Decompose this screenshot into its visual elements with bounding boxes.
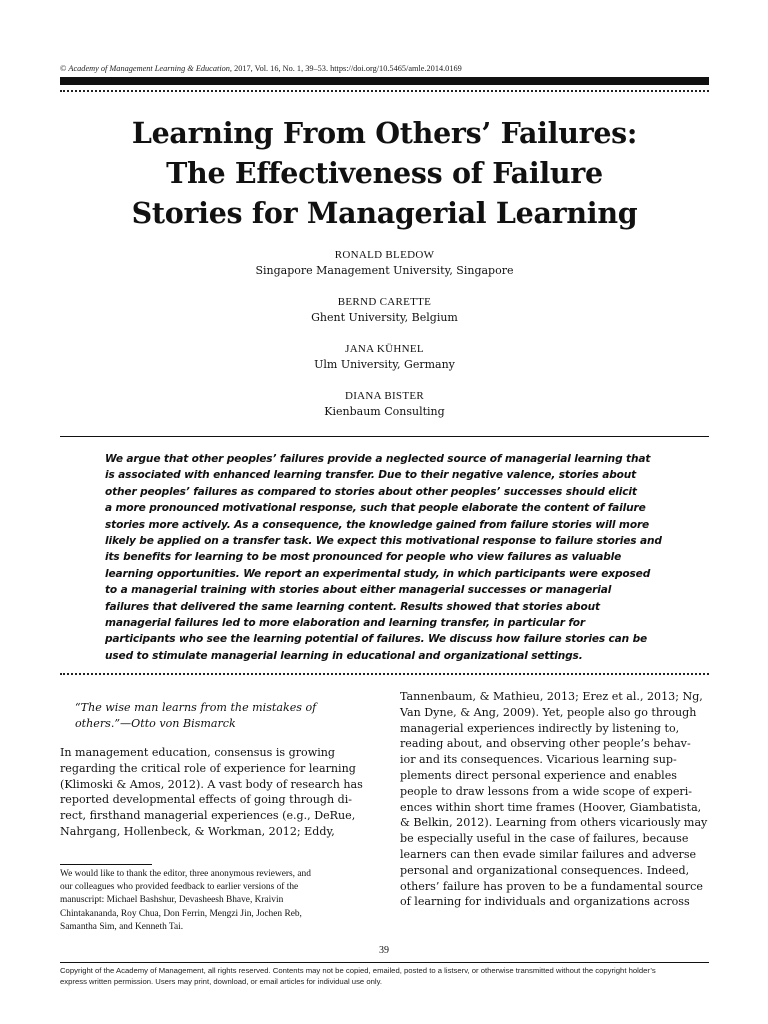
- abstract-line: likely be applied on a transfer task. We expect this motivational response to failure stories and: [105, 535, 662, 548]
- epigraph: [75, 700, 365, 732]
- article-title: [60, 113, 709, 233]
- citation-details: , 2017, Vol. 16, No. 1, 39–53. https://doi.org/10.5465/amle.2014.0169: [229, 64, 462, 73]
- abstract-line: We argue that other peoples’ failures provide a neglected source of managerial learning that: [105, 453, 651, 465]
- body-text-left-column: [60, 745, 367, 840]
- author-affiliation: Singapore Management University, Singapore: [255, 264, 514, 277]
- body-line: & Belkin, 2012). Learning from others vicariously may: [400, 816, 708, 830]
- author-block: [60, 248, 709, 295]
- abstract-line: a more pronounced motivational response, such that people elaborate the content of failure: [105, 502, 646, 515]
- author-affiliation: Ghent University, Belgium: [311, 311, 458, 324]
- body-line: reading about, and observing other people’s behav-: [400, 737, 691, 751]
- body-line: others’ failure has proven to be a fundamental source: [400, 879, 703, 893]
- body-line: people to draw lessons from a wide scope of experi-: [400, 784, 693, 798]
- footnote-line: Chintakananda, Roy Chua, Don Ferrin, Mengzi Jin, Jochen Reb,: [60, 908, 302, 919]
- abstract-line: managerial failures led to more elaboration and learning transfer, in particular for: [105, 617, 586, 630]
- body-line: learners can then evade similar failures and adverse: [400, 847, 697, 861]
- title-line: The Effectiveness of Failure: [166, 156, 603, 190]
- footnote-line: manuscript: Michael Bashshur, Devasheesh Bhave, Kraivin: [60, 895, 284, 906]
- abstract-line: is associated with enhanced learning transfer. Due to their negative valence, stories about: [105, 469, 637, 482]
- journal-name: Academy of Management Learning & Education: [68, 64, 230, 73]
- author-block: [60, 342, 709, 389]
- title-line: Learning From Others’ Failures:: [131, 116, 638, 150]
- copyright-line: express written permission. Users may print, download, or email articles for individual use only.: [60, 976, 383, 986]
- author-name: DIANA BISTER: [344, 390, 425, 402]
- body-line: (Klimoski & Amos, 2012). A vast body of research has: [60, 777, 363, 791]
- author-affiliation: Ulm University, Germany: [314, 358, 455, 371]
- author-list: [60, 248, 709, 436]
- page-number: 39: [379, 945, 389, 956]
- body-line: managerial experiences indirectly by listening to,: [400, 721, 680, 735]
- copyright-notice: [60, 966, 712, 987]
- body-line: regarding the critical role of experience for learning: [60, 761, 356, 775]
- header-rule-thick: [60, 77, 709, 85]
- epigraph-line: “The wise man learns from the mistakes of: [75, 701, 317, 714]
- abstract-line: other peoples’ failures as compared to stories about other peoples’ successes should elicit: [105, 485, 637, 498]
- acknowledgment-footnote: [60, 868, 370, 934]
- copyright-line: Copyright of the Academy of Management, all rights reserved. Contents may not be copied, emailed, posted to a listserv, or otherwise transmitted without the copyright holder’s: [60, 966, 656, 975]
- abstract-line: failures that delivered the same learning content. Results showed that stories about: [105, 600, 600, 613]
- body-line: Tannenbaum, & Mathieu, 2013; Erez et al., 2013; Ng,: [400, 690, 703, 703]
- author-affiliation: Kienbaum Consulting: [324, 405, 445, 418]
- body-line: of learning for individuals and organizations across: [400, 895, 690, 909]
- abstract: [105, 451, 665, 664]
- footnote-line: We would like to thank the editor, three anonymous reviewers, and: [60, 869, 311, 879]
- author-block: [60, 295, 709, 342]
- body-line: plements direct personal experience and enables: [400, 768, 677, 782]
- epigraph-line: others.”—Otto von Bismarck: [75, 716, 236, 730]
- body-line: ior and its consequences. Vicarious learning sup-: [400, 753, 677, 767]
- author-name: RONALD BLEDOW: [334, 249, 435, 261]
- abstract-top-rule: [60, 436, 709, 437]
- footnote-rule: [60, 864, 152, 865]
- body-line: personal and organizational consequences. Indeed,: [400, 863, 690, 877]
- footnote-line: Samantha Sim, and Kenneth Tai.: [60, 921, 184, 932]
- copyright-rule: [60, 962, 709, 963]
- abstract-bottom-rule-dotted: [60, 673, 709, 675]
- body-line: ences within short time frames (Hoover, Giambatista,: [400, 800, 702, 814]
- body-line: be especially useful in the case of failures, because: [400, 832, 689, 846]
- author-name: JANA KÜHNEL: [345, 343, 424, 355]
- abstract-line: participants who see the learning potential of failures. We discuss how failure stories can be: [105, 633, 648, 646]
- body-line: Nahrgang, Hollenbeck, & Workman, 2012; Eddy,: [60, 824, 335, 838]
- author-block: [60, 389, 709, 436]
- header-rule-dotted: [60, 90, 709, 92]
- body-line: rect, firsthand managerial experiences (e.g., DeRue,: [60, 809, 356, 823]
- abstract-line: stories more actively. As a consequence, the knowledge gained from failure stories will more: [105, 518, 650, 531]
- body-text-right-column: [400, 689, 710, 910]
- body-line: In management education, consensus is growing: [60, 746, 335, 759]
- abstract-line: learning opportunities. We report an experimental study, in which participants were exposed: [105, 567, 651, 580]
- footnote-line: our colleagues who provided feedback to earlier versions of the: [60, 882, 299, 893]
- abstract-line: to a managerial training with stories about either managerial successes or managerial: [105, 584, 612, 597]
- author-name: BERND CARETTE: [337, 296, 432, 308]
- body-line: reported developmental effects of going through di-: [60, 793, 353, 807]
- abstract-line: its benefits for learning to be most pronounced for people who view failures as valuable: [105, 551, 622, 564]
- copyright-symbol: ©: [60, 64, 67, 73]
- journal-citation: [60, 64, 710, 73]
- abstract-line: used to stimulate managerial learning in educational and organizational settings.: [105, 649, 583, 662]
- title-line: Stories for Managerial Learning: [131, 196, 638, 230]
- body-line: Van Dyne, & Ang, 2009). Yet, people also go through: [400, 705, 697, 719]
